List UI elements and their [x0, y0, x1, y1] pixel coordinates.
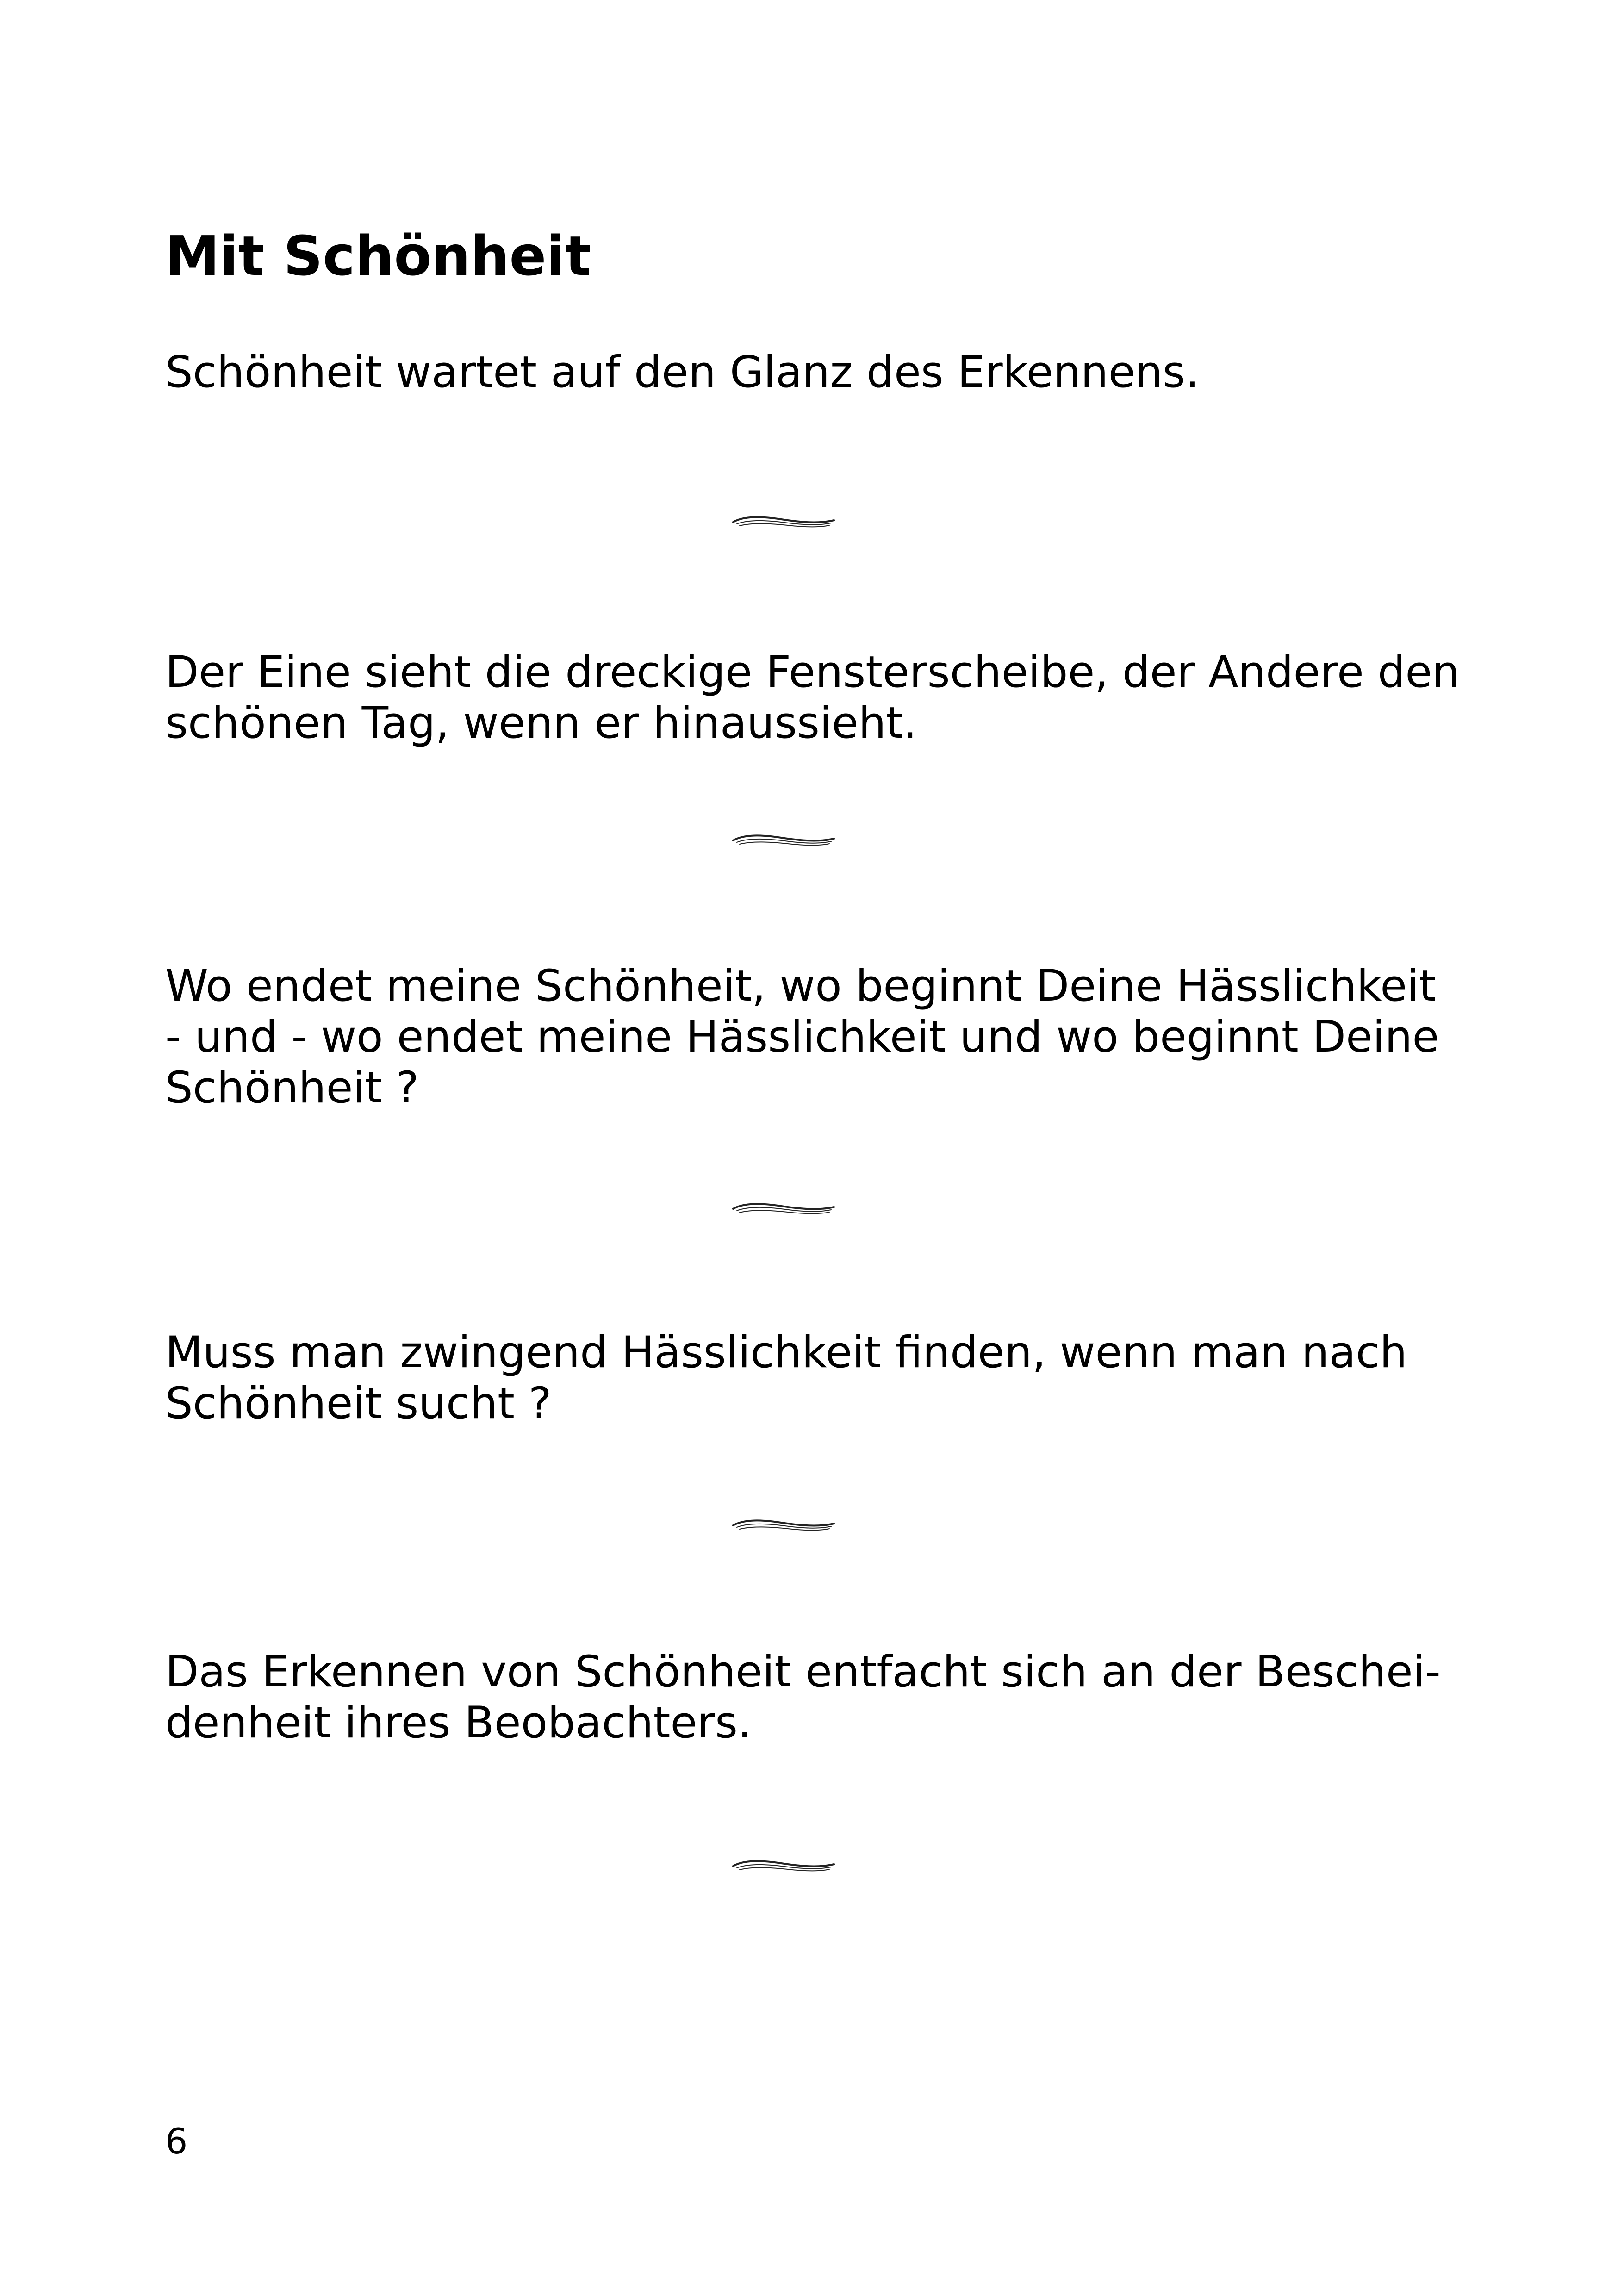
aphorism-paragraph: [165, 1647, 1461, 1748]
swash-divider-icon: [730, 1514, 837, 1535]
paragraph-line: schönen Tag, wenn er hinaussieht.: [165, 698, 917, 748]
paragraph-line: Muss man zwingend Hässlichkeit finden, wenn man nach: [165, 1327, 1407, 1378]
paragraph-line: Schönheit wartet auf den Glanz des Erkennens.: [165, 347, 1200, 398]
aphorism-paragraph: [165, 1327, 1461, 1429]
swash-divider-icon: [730, 829, 837, 850]
paragraph-line: Wo endet meine Schönheit, wo beginnt Deine Hässlichkeit: [165, 961, 1437, 1011]
paragraph-line: Schönheit ?: [165, 1063, 419, 1113]
aphorism-paragraph: [165, 347, 1461, 398]
swash-divider-icon: [730, 1855, 837, 1875]
aphorism-paragraph: [165, 961, 1461, 1114]
paragraph-line: - und - wo endet meine Hässlichkeit und wo beginnt Deine: [165, 1012, 1439, 1062]
paragraph-line: Das Erkennen von Schönheit entfacht sich an der Beschei-: [165, 1647, 1441, 1697]
page-title: Mit Schönheit: [165, 224, 591, 288]
aphorism-paragraph: [165, 647, 1461, 749]
swash-divider-icon: [730, 511, 837, 531]
swash-divider-icon: [730, 1198, 837, 1218]
paragraph-line: denheit ihres Beobachters.: [165, 1698, 752, 1748]
paragraph-line: Der Eine sieht die dreckige Fensterscheibe, der Andere den: [165, 647, 1460, 697]
paragraph-line: Schönheit sucht ?: [165, 1378, 552, 1429]
page-number: 6: [165, 2121, 188, 2162]
